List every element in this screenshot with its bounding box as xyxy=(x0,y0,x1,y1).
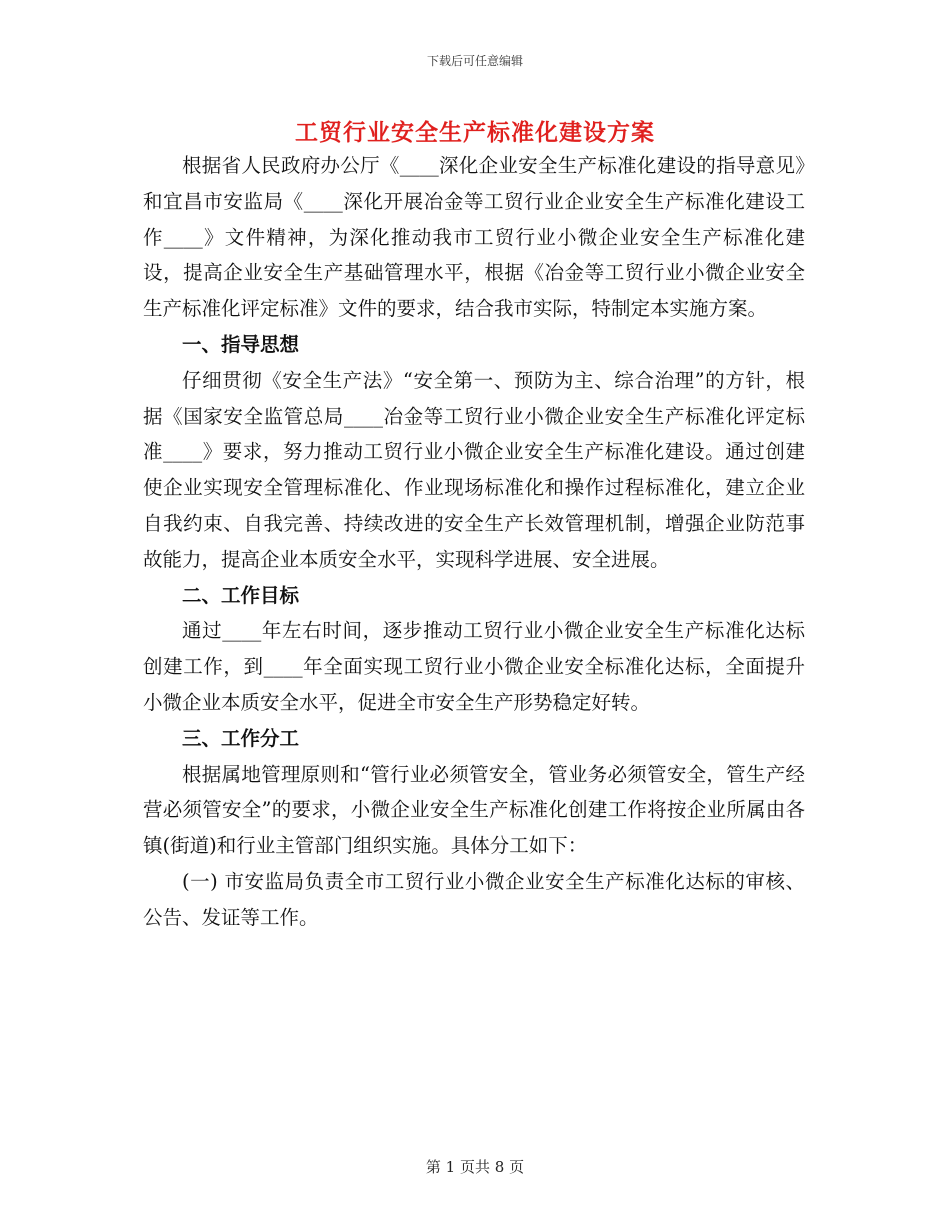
section-heading-guiding-ideology: 一、指导思想 xyxy=(182,332,300,356)
intro-paragraph: 根据省人民政府办公厅《____深化企业安全生产标准化建设的指导意见》和宜昌市安监局《____深化开展冶金等工贸行业企业安全生产标准化建设工作____》文件精神，为深化推动我市工贸行业小微企业安全生产标准化建设，提高企业安全生产基础管理水平，根据《冶金等工贸行业小微企业安全生产标准化评定标准》文件的要求，结合我市实际，特制定本实施方案。 xyxy=(143,154,805,321)
guiding-ideology-paragraph: 仔细贯彻《安全生产法》“安全第一、预防为主、综合治理”的方针，根据《国家安全监管总局____冶金等工贸行业小微企业安全生产标准化评定标准____》要求，努力推动工贸行业小微企业安全生产标准化建设。通过创建使企业实现安全管理标准化、作业现场标准化和操作过程标准化，建立企业自我约束、自我完善、持续改进的安全生产长效管理机制，增强企业防范事故能力，提高企业本质安全水平，实现科学进展、安全进展。 xyxy=(143,368,805,571)
page-number: 第 1 页共 8 页 xyxy=(425,1158,525,1176)
page-header-note: 下载后可任意编辑 xyxy=(426,54,523,68)
division-of-work-paragraph: 根据属地管理原则和“管行业必须管安全，管业务必须管安全，管生产经营必须管安全”的要求，小微企业安全生产标准化创建工作将按企业所属由各镇(街道)和行业主管部门组织实施。具体分工如下： xyxy=(143,762,805,858)
work-goals-paragraph: 通过____年左右时间，逐步推动工贸行业小微企业安全生产标准化达标创建工作，到____年全面实现工贸行业小微企业安全标准化达标，全面提升小微企业本质安全水平，促进全市安全生产形势稳定好转。 xyxy=(143,619,805,714)
section-heading-division-of-work: 三、工作分工 xyxy=(182,726,300,750)
document-title: 工贸行业安全生产标准化建设方案 xyxy=(295,119,655,146)
division-of-work-item-1: (一) 市安监局负责全市工贸行业小微企业安全生产标准化达标的审核、公告、发证等工作。 xyxy=(143,869,805,929)
section-heading-work-goals: 二、工作目标 xyxy=(182,583,300,607)
document-body xyxy=(143,148,805,936)
